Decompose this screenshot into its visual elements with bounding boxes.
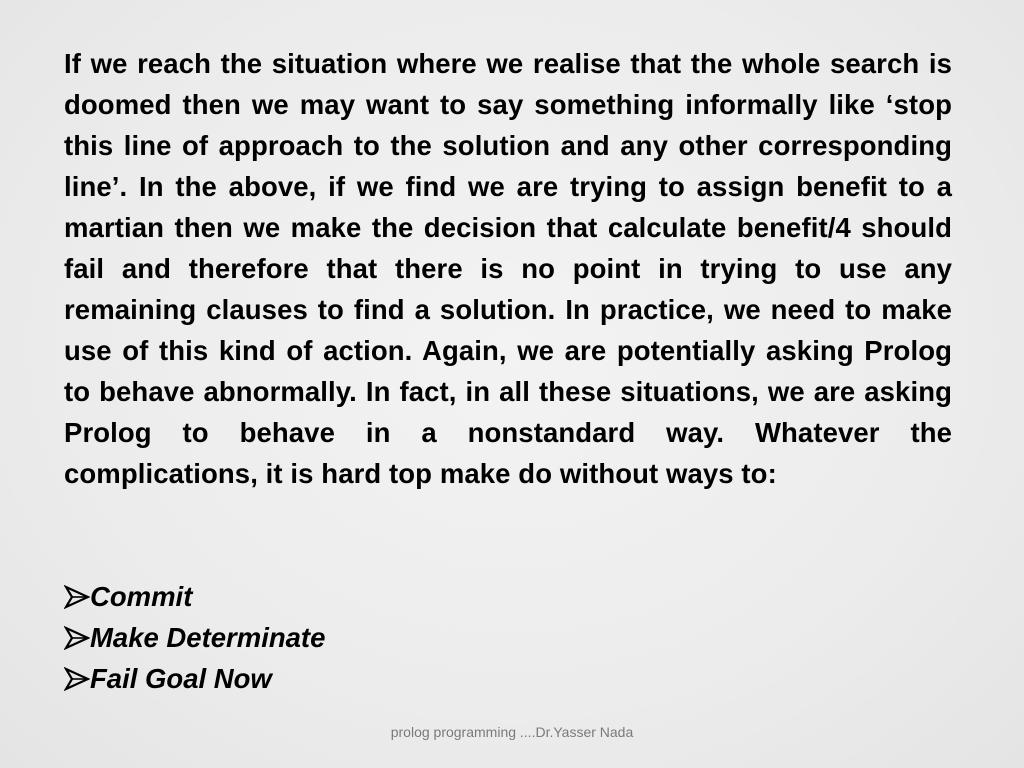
arrow-bullet-icon xyxy=(64,626,90,650)
list-item xyxy=(64,658,325,699)
bullet-label: Fail Goal Now xyxy=(90,662,272,694)
body-paragraph: If we reach the situation where we realise that the whole search is doomed then we may want to say something informally like ‘stop this line of approach to the solution and any other corresponding line’. In the above, if we find we are trying to assign benefit to a martian then we make the decision that calculate benefit/4 should fail and therefore that there is no point in trying to use any remaining clauses to find a solution. In practice, we need to make use of this kind of action. Again, we are potentially asking Prolog to behave abnormally. In fact, in all these situations, we are asking Prolog to behave in a nonstandard way. Whatever the complications, it is hard top make do without ways to: xyxy=(64,48,952,489)
bullet-list xyxy=(64,576,325,699)
arrow-bullet-icon xyxy=(64,667,90,691)
slide-footer: prolog programming ....Dr.Yasser Nada xyxy=(390,724,634,740)
list-item xyxy=(64,576,325,617)
list-item xyxy=(64,617,325,658)
arrow-bullet-icon xyxy=(64,585,90,609)
bullet-label: Commit xyxy=(90,580,193,612)
bullet-label: Make Determinate xyxy=(90,621,326,653)
